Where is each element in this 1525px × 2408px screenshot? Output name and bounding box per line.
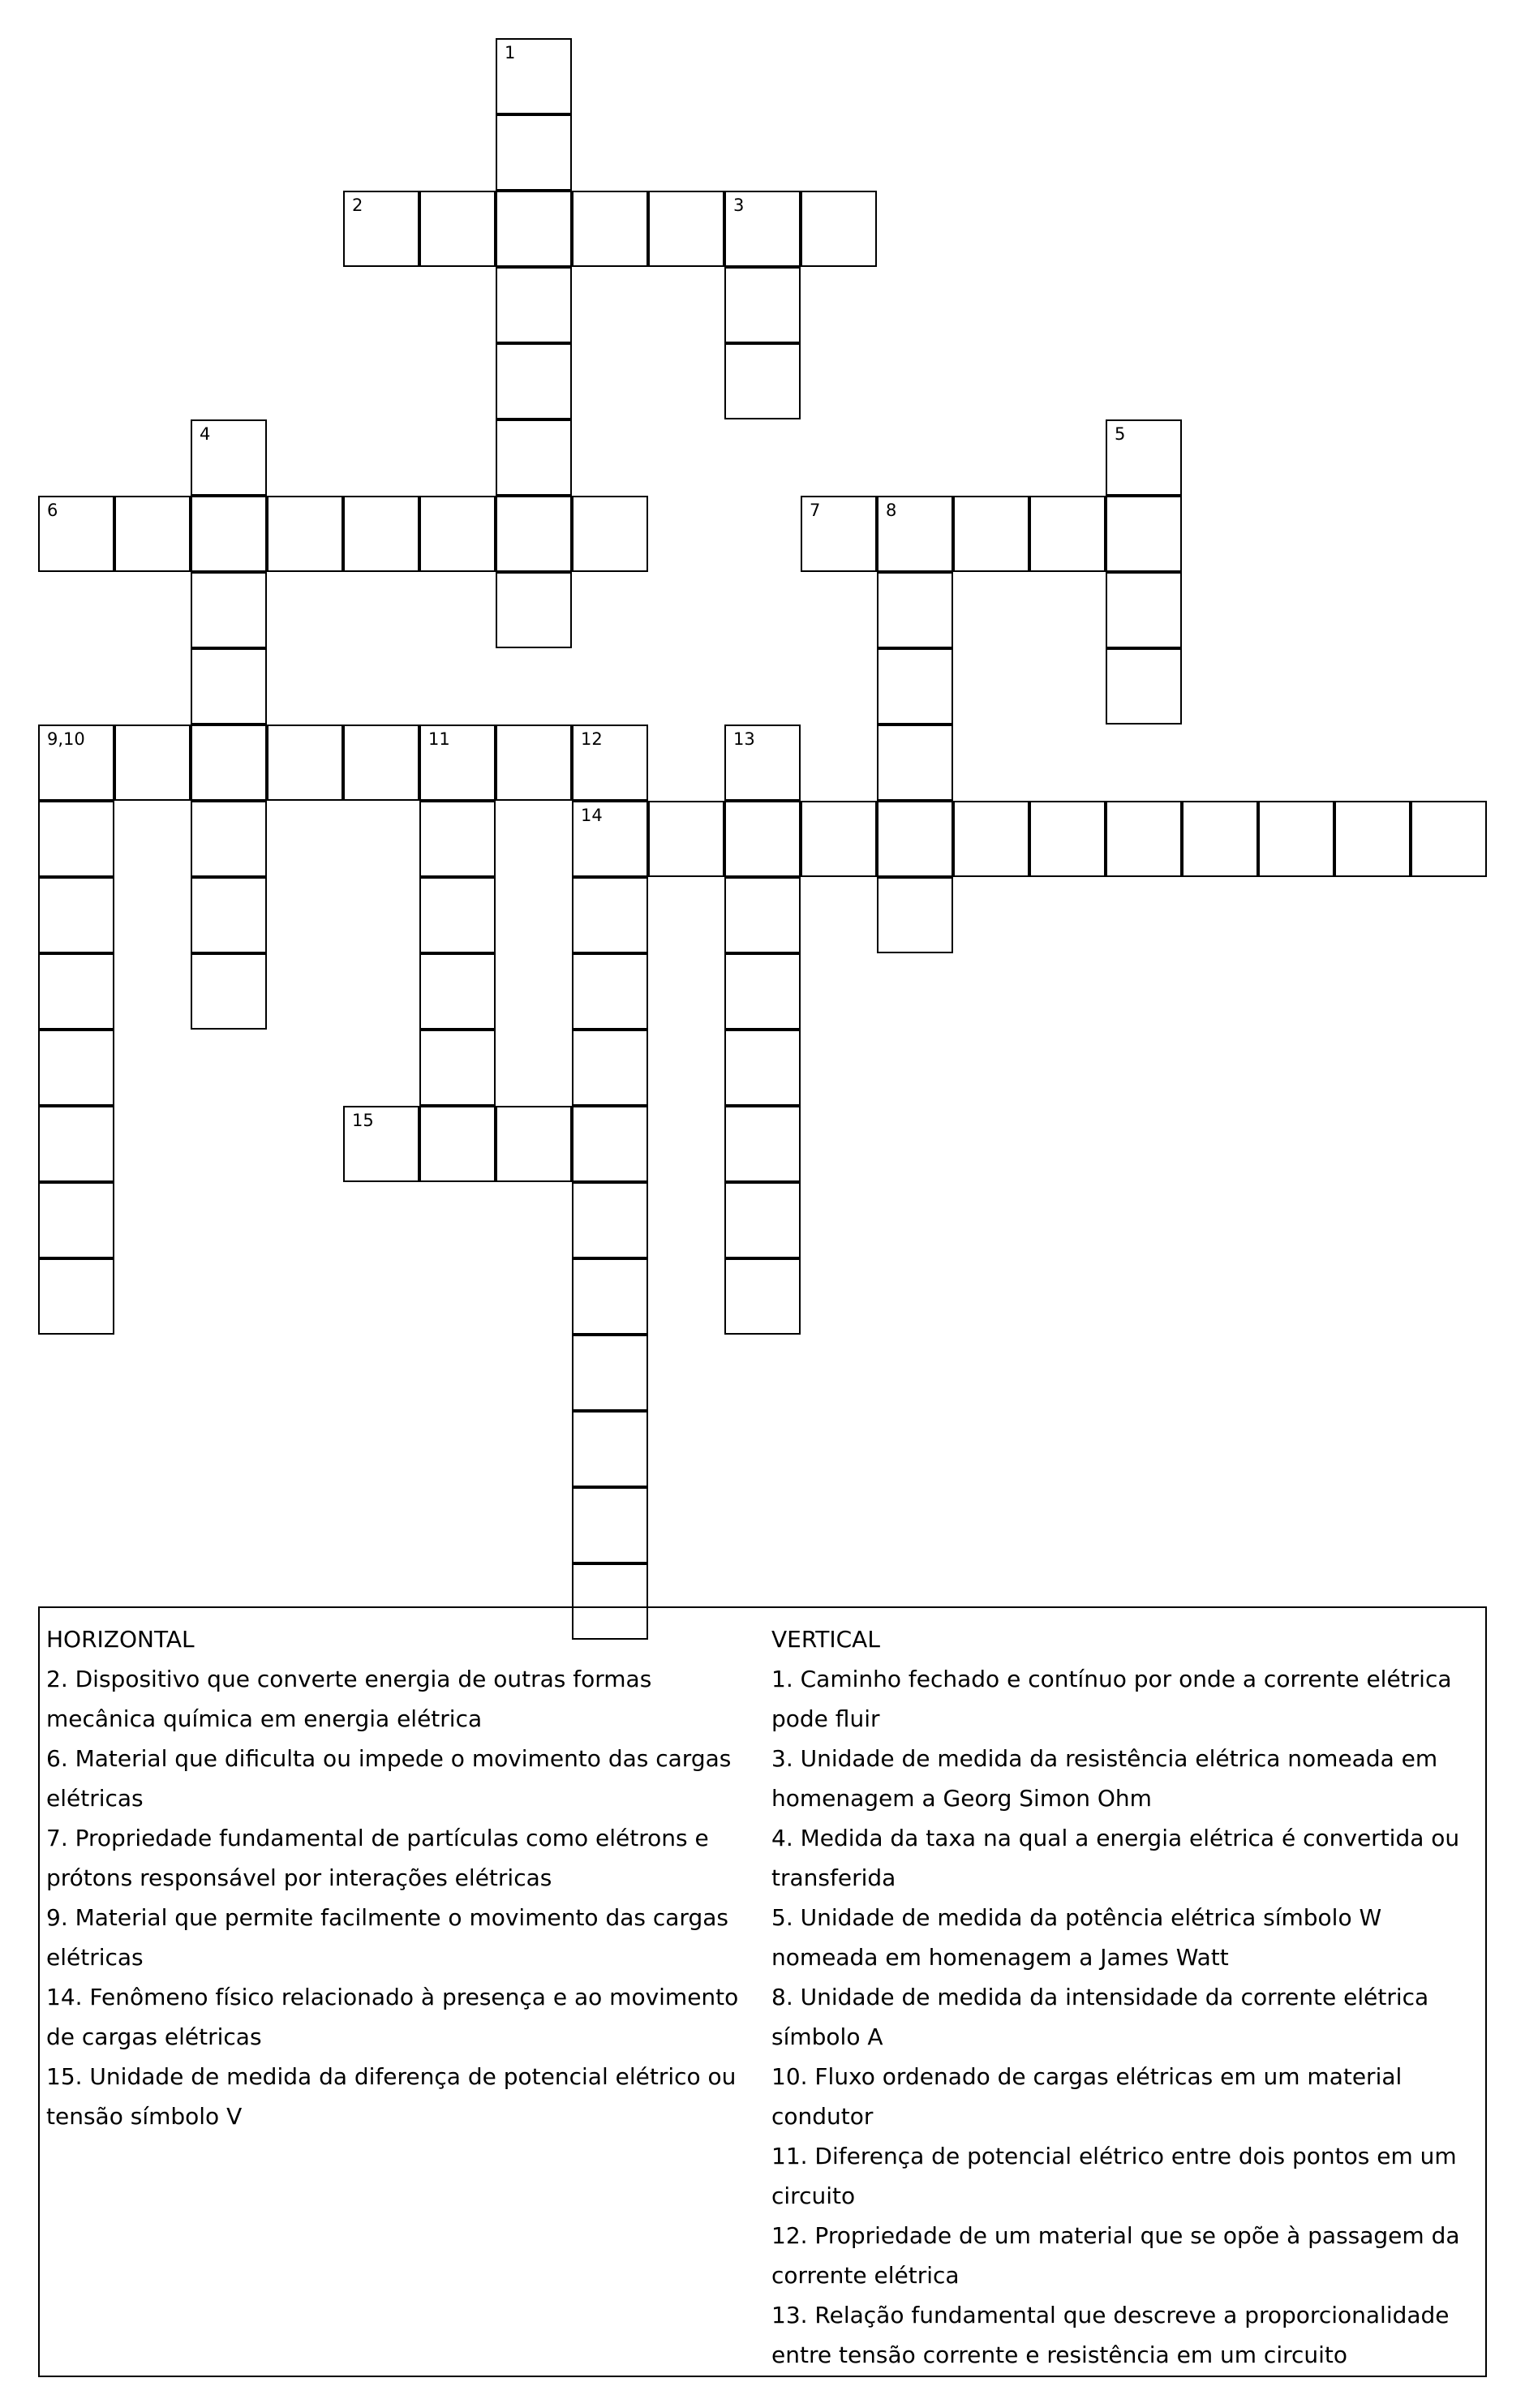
grid-cell[interactable]: [572, 191, 648, 267]
clue-number: 7: [810, 501, 821, 520]
grid-cell[interactable]: [724, 343, 801, 419]
clue-across-9: 9. Material que permite facilmente o movimento das cargas elétricas: [46, 1904, 728, 1971]
grid-cell[interactable]: [801, 191, 877, 267]
clue-down-4: 4. Medida da taxa na qual a energia elétrica é convertida ou transferida: [771, 1825, 1460, 1891]
grid-cell[interactable]: [1106, 496, 1182, 572]
grid-cell[interactable]: [572, 1487, 648, 1563]
grid-cell[interactable]: [191, 801, 267, 877]
grid-cell[interactable]: [496, 343, 572, 419]
grid-cell[interactable]: [496, 725, 572, 801]
grid-cell[interactable]: [114, 725, 191, 801]
clue-across-6: 6. Material que dificulta ou impede o movimento das cargas elétricas: [46, 1745, 732, 1812]
clue-down-5: 5. Unidade de medida da potência elétrica símbolo W nomeada em homenagem a James Watt: [771, 1904, 1382, 1971]
grid-cell[interactable]: [877, 877, 953, 953]
grid-cell[interactable]: [1106, 419, 1182, 496]
grid-cell[interactable]: [1106, 648, 1182, 725]
grid-cell[interactable]: [572, 1411, 648, 1487]
grid-cell[interactable]: [496, 572, 572, 648]
clue-across-2: 2. Dispositivo que converte energia de outras formas mecânica química em energia elétrica: [46, 1666, 652, 1732]
grid-cell[interactable]: [419, 1106, 496, 1182]
grid-cell[interactable]: [648, 801, 724, 877]
grid-cell[interactable]: [38, 877, 114, 953]
clue-number: 3: [733, 196, 745, 215]
grid-cell[interactable]: [572, 801, 648, 877]
grid-cell[interactable]: [724, 1106, 801, 1182]
grid-cell[interactable]: [191, 953, 267, 1030]
clue-number: 11: [428, 729, 450, 749]
grid-cell[interactable]: [572, 1258, 648, 1335]
clue-down-8: 8. Unidade de medida da intensidade da corrente elétrica símbolo A: [771, 1984, 1429, 2050]
grid-cell[interactable]: [191, 572, 267, 648]
grid-cell[interactable]: [496, 496, 572, 572]
grid-cell[interactable]: [38, 1106, 114, 1182]
clue-down-1: 1. Caminho fechado e contínuo por onde a corrente elétrica pode fluir: [771, 1666, 1452, 1732]
grid-cell[interactable]: [419, 801, 496, 877]
grid-cell[interactable]: [801, 496, 877, 572]
clue-across-15: 15. Unidade de medida da diferença de potencial elétrico ou tensão símbolo V: [46, 2063, 737, 2130]
grid-cell[interactable]: [419, 191, 496, 267]
grid-cell[interactable]: [191, 648, 267, 725]
grid-cell[interactable]: [38, 953, 114, 1030]
grid-cell[interactable]: [267, 725, 343, 801]
grid-cell[interactable]: [724, 953, 801, 1030]
grid-cell[interactable]: [1029, 801, 1106, 877]
grid-cell[interactable]: [419, 953, 496, 1030]
grid-cell[interactable]: [724, 191, 801, 267]
clue-across-7: 7. Propriedade fundamental de partículas como elétrons e prótons responsável por interações elétricas: [46, 1825, 709, 1891]
grid-cell[interactable]: [572, 1182, 648, 1258]
grid-cell[interactable]: [496, 1106, 572, 1182]
grid-cell[interactable]: [724, 801, 801, 877]
grid-cell[interactable]: [724, 1182, 801, 1258]
grid-cell[interactable]: [724, 1030, 801, 1106]
grid-cell[interactable]: [724, 725, 801, 801]
grid-cell[interactable]: [419, 496, 496, 572]
clue-number: 12: [581, 729, 603, 749]
grid-cell[interactable]: [496, 191, 572, 267]
clue-number: 14: [581, 806, 603, 825]
grid-cell[interactable]: [496, 267, 572, 343]
grid-cell[interactable]: [419, 1030, 496, 1106]
grid-cell[interactable]: [877, 725, 953, 801]
grid-cell[interactable]: [648, 191, 724, 267]
grid-cell[interactable]: [191, 496, 267, 572]
grid-cell[interactable]: [496, 38, 572, 114]
clue-number: 6: [47, 501, 58, 520]
grid-cell[interactable]: [191, 419, 267, 496]
grid-cell[interactable]: [343, 1106, 419, 1182]
clue-number: 9,10: [47, 729, 85, 749]
grid-cell[interactable]: [38, 496, 114, 572]
grid-cell[interactable]: [724, 877, 801, 953]
clue-down-12: 12. Propriedade de um material que se opõe à passagem da corrente elétrica: [771, 2222, 1460, 2289]
grid-cell[interactable]: [343, 496, 419, 572]
grid-cell[interactable]: [38, 1258, 114, 1335]
clue-number: 15: [352, 1111, 374, 1130]
grid-cell[interactable]: [38, 801, 114, 877]
grid-cell[interactable]: [877, 801, 953, 877]
grid-cell[interactable]: [572, 1335, 648, 1411]
clues-panel: [38, 1606, 1487, 2377]
grid-cell[interactable]: [419, 725, 496, 801]
grid-cell[interactable]: [953, 801, 1029, 877]
grid-cell[interactable]: [114, 496, 191, 572]
grid-cell[interactable]: [419, 877, 496, 953]
grid-cell[interactable]: [496, 114, 572, 191]
clue-across-14: 14. Fenômeno físico relacionado à presença e ao movimento de cargas elétricas: [46, 1984, 739, 2050]
clue-number: 4: [200, 424, 211, 444]
grid-cell[interactable]: [343, 725, 419, 801]
grid-cell[interactable]: [572, 1106, 648, 1182]
grid-cell[interactable]: [343, 191, 419, 267]
grid-cell[interactable]: [38, 725, 114, 801]
grid-cell[interactable]: [572, 496, 648, 572]
clue-down-13: 13. Relação fundamental que descreve a proporcionalidade entre tensão corrente e resistência em um circuito: [771, 2302, 1450, 2368]
grid-cell[interactable]: [572, 1030, 648, 1106]
grid-cell[interactable]: [953, 496, 1029, 572]
grid-cell[interactable]: [38, 1182, 114, 1258]
clue-number: 1: [505, 43, 516, 62]
grid-cell[interactable]: [1411, 801, 1487, 877]
horizontal-heading: HORIZONTAL: [46, 1626, 195, 1653]
grid-cell[interactable]: [877, 572, 953, 648]
grid-cell[interactable]: [572, 725, 648, 801]
grid-cell[interactable]: [1182, 801, 1258, 877]
grid-cell[interactable]: [191, 725, 267, 801]
grid-cell[interactable]: [496, 419, 572, 496]
grid-cell[interactable]: [1334, 801, 1411, 877]
grid-cell[interactable]: [877, 496, 953, 572]
grid-cell[interactable]: [572, 877, 648, 953]
grid-cell[interactable]: [1029, 496, 1106, 572]
grid-cell[interactable]: [877, 648, 953, 725]
grid-cell[interactable]: [191, 877, 267, 953]
grid-cell[interactable]: [1106, 572, 1182, 648]
grid-cell[interactable]: [1258, 801, 1334, 877]
clue-number: 2: [352, 196, 363, 215]
clue-down-10: 10. Fluxo ordenado de cargas elétricas em um material condutor: [771, 2063, 1403, 2130]
horizontal-clues: [46, 1619, 760, 2136]
grid-cell[interactable]: [1106, 801, 1182, 877]
clue-number: 8: [886, 501, 897, 520]
grid-cell[interactable]: [801, 801, 877, 877]
clue-down-11: 11. Diferença de potencial elétrico entre dois pontos em um circuito: [771, 2143, 1457, 2209]
clue-number: 5: [1115, 424, 1126, 444]
grid-cell[interactable]: [572, 953, 648, 1030]
grid-cell[interactable]: [724, 1258, 801, 1335]
clue-down-3: 3. Unidade de medida da resistência elétrica nomeada em homenagem a Georg Simon Ohm: [771, 1745, 1438, 1812]
vertical-heading: VERTICAL: [771, 1626, 880, 1653]
grid-cell[interactable]: [267, 496, 343, 572]
grid-cell[interactable]: [724, 267, 801, 343]
clue-number: 13: [733, 729, 755, 749]
vertical-clues: [771, 1619, 1482, 2375]
grid-cell[interactable]: [38, 1030, 114, 1106]
